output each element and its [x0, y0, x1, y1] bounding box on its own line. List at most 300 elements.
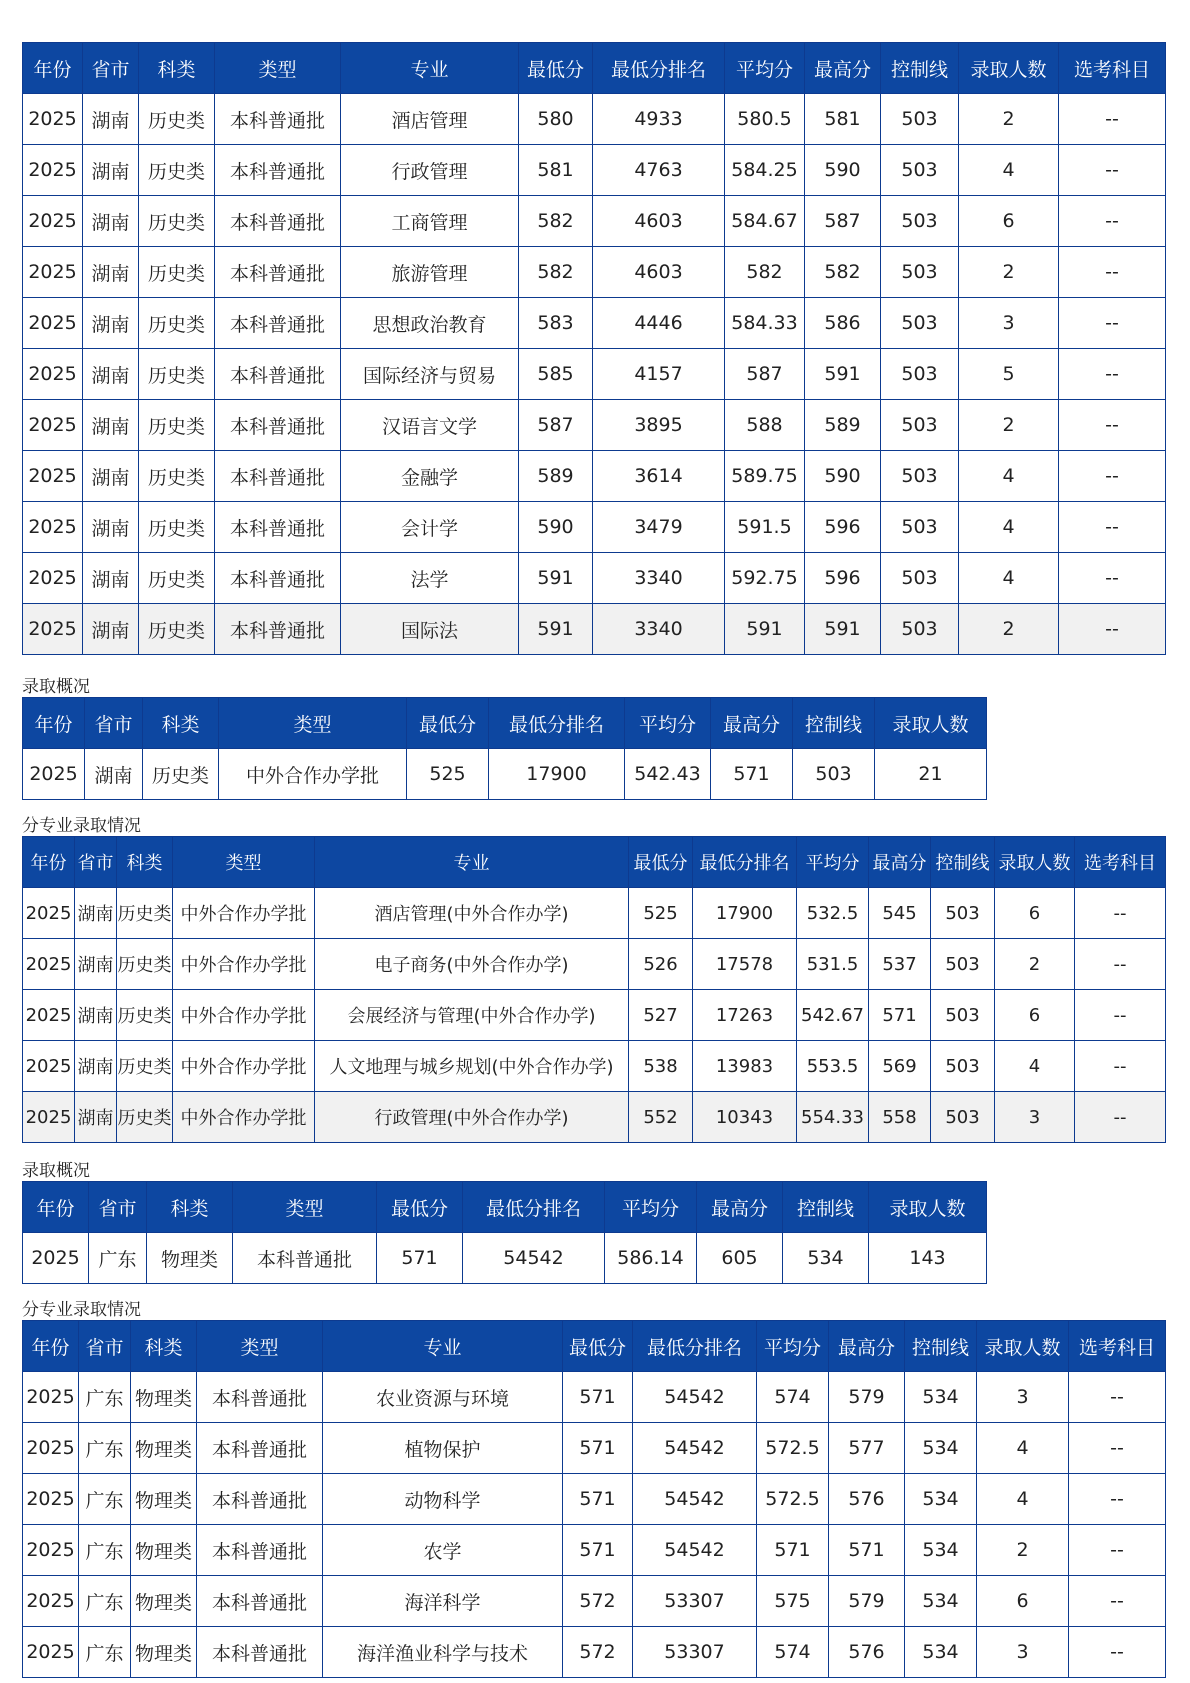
table-cell: 590 [519, 502, 593, 553]
table-cell: 4446 [593, 298, 725, 349]
table-cell: 物理类 [147, 1233, 233, 1284]
table-cell: 2025 [23, 1423, 79, 1474]
column-header: 最低分排名 [593, 43, 725, 94]
table-cell: 572 [563, 1627, 633, 1678]
table-cell: 571 [563, 1372, 633, 1423]
table-cell: 行政管理(中外合作办学) [315, 1092, 629, 1143]
column-header: 最高分 [805, 43, 881, 94]
table-cell: 503 [931, 888, 995, 939]
column-header: 最低分 [377, 1182, 463, 1233]
overview-table-hunan-cooperative [22, 697, 987, 800]
column-header: 最低分排名 [693, 837, 797, 888]
table-cell: 湖南 [83, 145, 139, 196]
table-cell: 广东 [79, 1474, 131, 1525]
table-cell: 物理类 [131, 1525, 197, 1576]
header-row [23, 837, 1166, 888]
table-cell: 2025 [23, 1233, 89, 1284]
column-header: 年份 [23, 698, 85, 749]
table-cell: 534 [905, 1372, 977, 1423]
column-header: 平均分 [725, 43, 805, 94]
table-cell: 会计学 [341, 502, 519, 553]
table-cell: 2025 [23, 1041, 75, 1092]
column-header: 科类 [131, 1321, 197, 1372]
table-cell: 584.33 [725, 298, 805, 349]
table-cell: 湖南 [75, 1092, 117, 1143]
column-header: 最低分 [563, 1321, 633, 1372]
table-cell: 本科普通批 [215, 502, 341, 553]
table-row [23, 604, 1166, 655]
table-cell: -- [1075, 939, 1166, 990]
table-row [23, 247, 1166, 298]
table-cell: 576 [829, 1474, 905, 1525]
table-row [23, 1627, 1166, 1678]
table-cell: 2025 [23, 1474, 79, 1525]
table-cell: 503 [931, 939, 995, 990]
table-cell: 588 [725, 400, 805, 451]
table-cell: 历史类 [139, 502, 215, 553]
table-cell: 4 [977, 1474, 1069, 1525]
major-admission-table-guangdong-regular [22, 1320, 1166, 1678]
table-row [23, 1372, 1166, 1423]
table-cell: 534 [905, 1576, 977, 1627]
column-header: 专业 [323, 1321, 563, 1372]
table-cell: -- [1069, 1576, 1166, 1627]
table-cell: 本科普通批 [215, 247, 341, 298]
column-header: 录取人数 [959, 43, 1059, 94]
section-caption-overview: 录取概况 [22, 1161, 90, 1181]
table-cell: 503 [881, 145, 959, 196]
table-cell: 582 [725, 247, 805, 298]
table-cell: 54542 [633, 1372, 757, 1423]
table-cell: 503 [881, 553, 959, 604]
table-cell: 571 [711, 749, 793, 800]
column-header: 最低分 [519, 43, 593, 94]
table-row [23, 1474, 1166, 1525]
column-header: 平均分 [625, 698, 711, 749]
table-cell: 576 [829, 1627, 905, 1678]
table-cell: 4 [977, 1423, 1069, 1474]
table-cell: -- [1059, 94, 1166, 145]
table-cell: 海洋科学 [323, 1576, 563, 1627]
table-cell: 503 [881, 94, 959, 145]
table-cell: 历史类 [117, 888, 173, 939]
table-cell: 思想政治教育 [341, 298, 519, 349]
table-cell: 2 [959, 94, 1059, 145]
table-cell: 历史类 [143, 749, 219, 800]
table-cell: -- [1069, 1423, 1166, 1474]
table-cell: 2025 [23, 990, 75, 1041]
table-cell: 545 [869, 888, 931, 939]
table-cell: 中外合作办学批 [173, 1092, 315, 1143]
table-cell: 物理类 [131, 1627, 197, 1678]
table-cell: 5 [959, 349, 1059, 400]
table-cell: 金融学 [341, 451, 519, 502]
table-cell: 503 [793, 749, 875, 800]
column-header: 最低分排名 [463, 1182, 605, 1233]
table-cell: 旅游管理 [341, 247, 519, 298]
table-cell: 579 [829, 1372, 905, 1423]
table-cell: 503 [881, 349, 959, 400]
table-cell: 广东 [89, 1233, 147, 1284]
table-cell: 574 [757, 1627, 829, 1678]
column-header: 专业 [315, 837, 629, 888]
table-cell: 广东 [79, 1372, 131, 1423]
column-header: 科类 [139, 43, 215, 94]
table-cell: 2025 [23, 604, 83, 655]
table-cell: 4 [995, 1041, 1075, 1092]
column-header: 年份 [23, 837, 75, 888]
column-header: 录取人数 [995, 837, 1075, 888]
table-cell: 585 [519, 349, 593, 400]
column-header: 类型 [219, 698, 407, 749]
table-cell: 569 [869, 1041, 931, 1092]
table-cell: 6 [959, 196, 1059, 247]
column-header: 最高分 [869, 837, 931, 888]
table-cell: 538 [629, 1041, 693, 1092]
table-row [23, 990, 1166, 1041]
table-cell: 物理类 [131, 1423, 197, 1474]
column-header: 最高分 [697, 1182, 783, 1233]
section-caption-by-major: 分专业录取情况 [22, 1300, 141, 1320]
table-cell: 湖南 [83, 604, 139, 655]
table-cell: 534 [905, 1423, 977, 1474]
table-cell: 2025 [23, 939, 75, 990]
table-cell: 17263 [693, 990, 797, 1041]
table-cell: 3895 [593, 400, 725, 451]
column-header: 控制线 [931, 837, 995, 888]
header-row [23, 1321, 1166, 1372]
table-cell: 本科普通批 [197, 1372, 323, 1423]
table-cell: 湖南 [75, 939, 117, 990]
table-cell: 湖南 [83, 349, 139, 400]
column-header: 平均分 [797, 837, 869, 888]
table-cell: 503 [931, 990, 995, 1041]
column-header: 科类 [147, 1182, 233, 1233]
table-cell: 579 [829, 1576, 905, 1627]
table-cell: 2025 [23, 349, 83, 400]
table-cell: 本科普通批 [233, 1233, 377, 1284]
table-cell: 2025 [23, 1372, 79, 1423]
table-cell: 503 [881, 400, 959, 451]
overview-table-guangdong-regular [22, 1181, 987, 1284]
table-cell: 2025 [23, 1092, 75, 1143]
table-row [23, 502, 1166, 553]
table-cell: 2025 [23, 247, 83, 298]
table-cell: 湖南 [83, 451, 139, 502]
table-cell: 2025 [23, 400, 83, 451]
table-cell: 历史类 [139, 604, 215, 655]
table-cell: 572.5 [757, 1423, 829, 1474]
table-cell: 3 [995, 1092, 1075, 1143]
table-cell: 国际经济与贸易 [341, 349, 519, 400]
header-row [23, 1182, 987, 1233]
table-cell: 526 [629, 939, 693, 990]
table-row [23, 1092, 1166, 1143]
table-cell: -- [1075, 990, 1166, 1041]
column-header: 最低分 [629, 837, 693, 888]
header-row [23, 43, 1166, 94]
table-cell: 503 [881, 298, 959, 349]
table-row [23, 749, 987, 800]
table-cell: 法学 [341, 553, 519, 604]
table-cell: -- [1059, 553, 1166, 604]
table-cell: 2025 [23, 196, 83, 247]
table-cell: 553.5 [797, 1041, 869, 1092]
table-cell: 552 [629, 1092, 693, 1143]
column-header: 省市 [79, 1321, 131, 1372]
table-cell: 行政管理 [341, 145, 519, 196]
table-cell: 历史类 [139, 400, 215, 451]
table-cell: 历史类 [117, 939, 173, 990]
table-cell: 503 [881, 451, 959, 502]
table-cell: 577 [829, 1423, 905, 1474]
major-admission-table-hunan-cooperative [22, 836, 1166, 1143]
table-cell: 591 [725, 604, 805, 655]
table-cell: 17578 [693, 939, 797, 990]
table-cell: 589.75 [725, 451, 805, 502]
table-row [23, 145, 1166, 196]
table-cell: 587 [519, 400, 593, 451]
table-cell: 571 [563, 1525, 633, 1576]
table-cell: -- [1059, 247, 1166, 298]
table-cell: 591 [519, 604, 593, 655]
table-cell: 54542 [463, 1233, 605, 1284]
table-cell: 广东 [79, 1576, 131, 1627]
column-header: 省市 [89, 1182, 147, 1233]
table-cell: 广东 [79, 1525, 131, 1576]
table-cell: 53307 [633, 1627, 757, 1678]
table-cell: 571 [563, 1423, 633, 1474]
column-header: 录取人数 [869, 1182, 987, 1233]
table-cell: 汉语言文学 [341, 400, 519, 451]
table-cell: 53307 [633, 1576, 757, 1627]
table-cell: 历史类 [139, 94, 215, 145]
table-cell: 581 [805, 94, 881, 145]
table-cell: 2 [959, 400, 1059, 451]
table-cell: 2 [977, 1525, 1069, 1576]
table-cell: 54542 [633, 1525, 757, 1576]
table-cell: 571 [869, 990, 931, 1041]
table-cell: 503 [931, 1041, 995, 1092]
column-header: 类型 [215, 43, 341, 94]
table-cell: 581 [519, 145, 593, 196]
table-row [23, 196, 1166, 247]
table-cell: -- [1059, 502, 1166, 553]
table-cell: 本科普通批 [215, 94, 341, 145]
table-row [23, 451, 1166, 502]
table-cell: 本科普通批 [197, 1576, 323, 1627]
table-cell: 575 [757, 1576, 829, 1627]
table-cell: 动物科学 [323, 1474, 563, 1525]
column-header: 类型 [173, 837, 315, 888]
table-cell: 525 [407, 749, 489, 800]
table-cell: 10343 [693, 1092, 797, 1143]
column-header: 年份 [23, 43, 83, 94]
table-cell: -- [1069, 1525, 1166, 1576]
column-header: 录取人数 [875, 698, 987, 749]
column-header: 选考科目 [1069, 1321, 1166, 1372]
table-cell: -- [1059, 145, 1166, 196]
column-header: 最低分排名 [633, 1321, 757, 1372]
table-cell: 583 [519, 298, 593, 349]
table-cell: 3479 [593, 502, 725, 553]
table-cell: 2025 [23, 1576, 79, 1627]
table-cell: 590 [805, 451, 881, 502]
table-cell: 534 [905, 1627, 977, 1678]
table-cell: 电子商务(中外合作办学) [315, 939, 629, 990]
table-cell: 4603 [593, 196, 725, 247]
table-cell: -- [1069, 1474, 1166, 1525]
table-cell: 21 [875, 749, 987, 800]
table-cell: 物理类 [131, 1372, 197, 1423]
table-cell: 582 [519, 196, 593, 247]
table-cell: 海洋渔业科学与技术 [323, 1627, 563, 1678]
column-header: 最高分 [711, 698, 793, 749]
table-cell: 54542 [633, 1423, 757, 1474]
table-cell: -- [1059, 400, 1166, 451]
table-cell: -- [1075, 1092, 1166, 1143]
table-cell: 534 [905, 1525, 977, 1576]
table-cell: 本科普通批 [197, 1423, 323, 1474]
table-row [23, 1576, 1166, 1627]
table-cell: 本科普通批 [215, 145, 341, 196]
table-cell: 中外合作办学批 [173, 1041, 315, 1092]
table-cell: 2025 [23, 1525, 79, 1576]
table-cell: 湖南 [83, 94, 139, 145]
table-cell: -- [1075, 1041, 1166, 1092]
table-cell: 17900 [693, 888, 797, 939]
table-cell: 590 [805, 145, 881, 196]
table-cell: 历史类 [139, 196, 215, 247]
table-row [23, 553, 1166, 604]
table-cell: 527 [629, 990, 693, 1041]
table-cell: 503 [881, 196, 959, 247]
table-cell: 2 [959, 247, 1059, 298]
column-header: 省市 [75, 837, 117, 888]
table-cell: 3 [959, 298, 1059, 349]
table-cell: 587 [725, 349, 805, 400]
table-cell: 酒店管理(中外合作办学) [315, 888, 629, 939]
table-cell: 534 [783, 1233, 869, 1284]
table-cell: 571 [829, 1525, 905, 1576]
table-cell: 中外合作办学批 [219, 749, 407, 800]
table-cell: 2 [995, 939, 1075, 990]
table-cell: 历史类 [117, 1092, 173, 1143]
table-cell: 4 [959, 502, 1059, 553]
section-caption-by-major: 分专业录取情况 [22, 816, 141, 836]
table-row [23, 1233, 987, 1284]
column-header: 平均分 [605, 1182, 697, 1233]
column-header: 录取人数 [977, 1321, 1069, 1372]
table-cell: 中外合作办学批 [173, 939, 315, 990]
column-header: 类型 [197, 1321, 323, 1372]
table-cell: 580.5 [725, 94, 805, 145]
column-header: 控制线 [793, 698, 875, 749]
table-cell: 中外合作办学批 [173, 990, 315, 1041]
table-cell: 历史类 [139, 247, 215, 298]
table-cell: -- [1069, 1627, 1166, 1678]
table-cell: 503 [931, 1092, 995, 1143]
table-row [23, 349, 1166, 400]
table-cell: 历史类 [139, 451, 215, 502]
table-cell: 6 [995, 990, 1075, 1041]
table-cell: 13983 [693, 1041, 797, 1092]
table-cell: 历史类 [139, 553, 215, 604]
table-cell: 本科普通批 [215, 400, 341, 451]
table-row [23, 1423, 1166, 1474]
table-cell: 2025 [23, 451, 83, 502]
column-header: 省市 [83, 43, 139, 94]
column-header: 控制线 [783, 1182, 869, 1233]
table-cell: -- [1075, 888, 1166, 939]
table-cell: 3 [977, 1372, 1069, 1423]
table-cell: 4603 [593, 247, 725, 298]
table-row [23, 939, 1166, 990]
table-cell: 工商管理 [341, 196, 519, 247]
table-cell: 2025 [23, 502, 83, 553]
column-header: 选考科目 [1075, 837, 1166, 888]
table-cell: 503 [881, 247, 959, 298]
table-cell: 2025 [23, 145, 83, 196]
table-cell: 596 [805, 553, 881, 604]
table-cell: 广东 [79, 1627, 131, 1678]
column-header: 类型 [233, 1182, 377, 1233]
table-cell: 广东 [79, 1423, 131, 1474]
table-cell: 国际法 [341, 604, 519, 655]
table-cell: 农业资源与环境 [323, 1372, 563, 1423]
column-header: 科类 [117, 837, 173, 888]
table-cell: 湖南 [75, 888, 117, 939]
table-cell: 143 [869, 1233, 987, 1284]
table-cell: 2025 [23, 888, 75, 939]
table-cell: 587 [805, 196, 881, 247]
table-cell: 572 [563, 1576, 633, 1627]
column-header: 省市 [85, 698, 143, 749]
table-cell: 4 [959, 145, 1059, 196]
table-cell: 本科普通批 [197, 1627, 323, 1678]
column-header: 控制线 [881, 43, 959, 94]
table-cell: 会展经济与管理(中外合作办学) [315, 990, 629, 1041]
table-cell: -- [1059, 604, 1166, 655]
table-cell: 湖南 [83, 502, 139, 553]
table-cell: 本科普通批 [215, 349, 341, 400]
table-cell: 湖南 [83, 298, 139, 349]
table-cell: 历史类 [117, 1041, 173, 1092]
table-row [23, 400, 1166, 451]
table-cell: 物理类 [131, 1474, 197, 1525]
table-cell: 2025 [23, 298, 83, 349]
column-header: 最高分 [829, 1321, 905, 1372]
table-cell: 3340 [593, 604, 725, 655]
table-cell: 591.5 [725, 502, 805, 553]
table-cell: 582 [805, 247, 881, 298]
table-cell: 54542 [633, 1474, 757, 1525]
table-cell: -- [1059, 349, 1166, 400]
table-cell: 586.14 [605, 1233, 697, 1284]
table-cell: 591 [805, 349, 881, 400]
table-cell: 湖南 [75, 1041, 117, 1092]
table-cell: 中外合作办学批 [173, 888, 315, 939]
table-cell: 554.33 [797, 1092, 869, 1143]
table-cell: 湖南 [85, 749, 143, 800]
table-row [23, 888, 1166, 939]
column-header: 专业 [341, 43, 519, 94]
table-cell: 580 [519, 94, 593, 145]
table-cell: 2025 [23, 553, 83, 604]
table-cell: 592.75 [725, 553, 805, 604]
table-cell: 574 [757, 1372, 829, 1423]
table-cell: 591 [805, 604, 881, 655]
